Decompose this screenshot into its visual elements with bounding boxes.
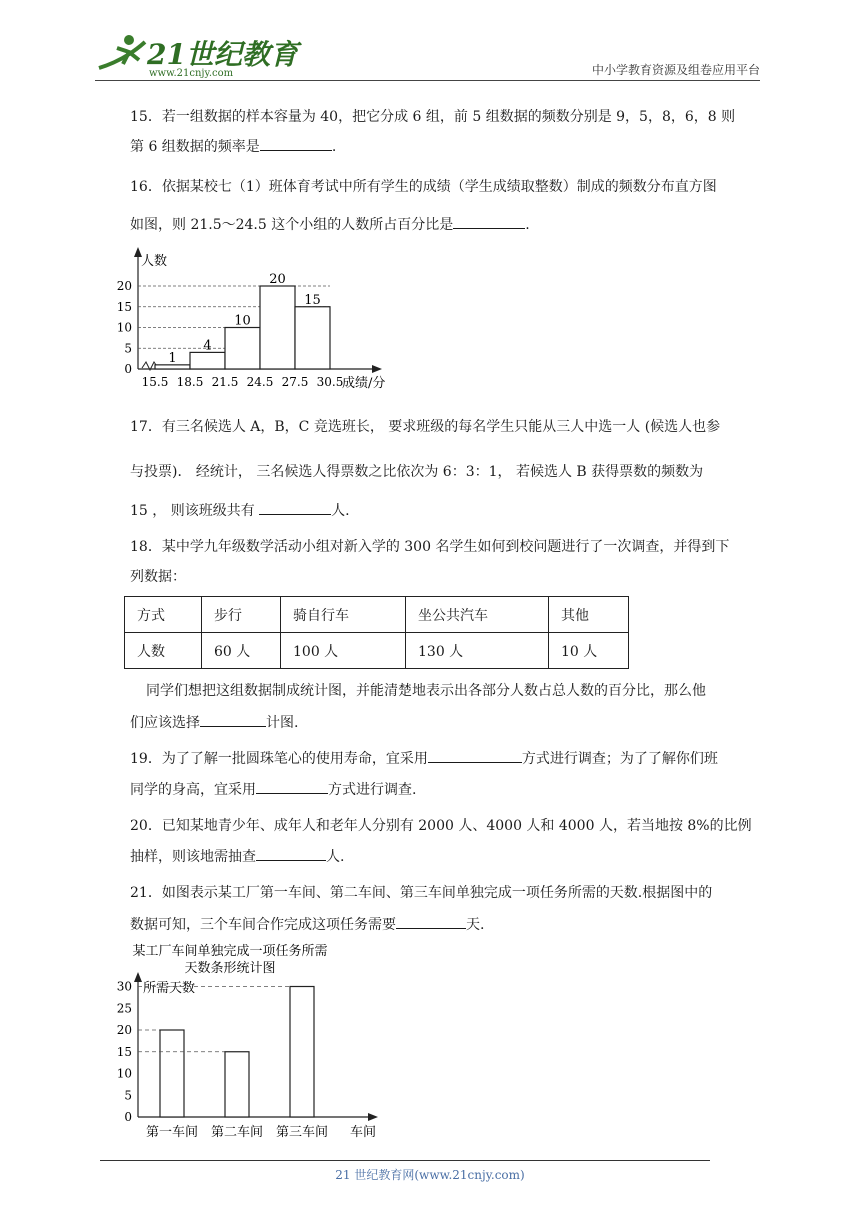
bar-value-label: 10 xyxy=(234,313,251,329)
x-axis-label: 成绩/分 xyxy=(342,376,386,391)
answer-blank[interactable] xyxy=(396,914,466,929)
bar xyxy=(160,1030,184,1117)
answer-blank[interactable] xyxy=(200,712,266,727)
bar xyxy=(290,987,314,1118)
table-row xyxy=(125,597,629,633)
platform-name: 中小学教育资源及组卷应用平台 xyxy=(591,63,760,77)
site-logo xyxy=(95,30,355,80)
q21-text: 数据可知，三个车间合作完成这项任务需要 xyxy=(130,917,396,933)
header-divider xyxy=(95,80,760,81)
y-tick-label: 15 xyxy=(116,299,132,314)
y-tick-label: 5 xyxy=(124,1088,132,1103)
table-cell: 10 人 xyxy=(549,633,629,669)
table-cell: 其他 xyxy=(549,597,629,633)
q19-text: 同学的身高，宜采用 xyxy=(130,782,256,798)
footer-divider xyxy=(100,1160,710,1161)
y-tick-label: 0 xyxy=(124,1110,132,1124)
histogram-bar xyxy=(260,286,295,369)
table-cell: 方式 xyxy=(125,597,202,633)
answer-blank[interactable] xyxy=(260,136,332,151)
logo-text: 21世纪教育 xyxy=(147,38,298,71)
x-tick-label: 15.5 xyxy=(141,375,169,389)
q20-line1: 20．已知某地青少年、成年人和老年人分别有 2000 人、4000 人和 4000 人，若当地按 8%的比例 xyxy=(130,818,752,834)
q21-line2 xyxy=(130,914,765,934)
q18-line4 xyxy=(130,712,765,732)
table-row xyxy=(125,633,629,669)
q21-text-end: 天. xyxy=(466,917,485,933)
q17-text: 15 ， 则该班级共有 xyxy=(130,503,260,519)
y-axis-arrow xyxy=(134,972,142,982)
histogram-chart xyxy=(110,245,410,395)
y-tick-label: 10 xyxy=(116,1066,132,1081)
x-tick-label: 30.5 xyxy=(316,375,344,389)
x-axis-arrow xyxy=(368,1113,378,1121)
q18-line3: 同学们想把这组数据制成统计图，并能清楚地表示出各部分人数占总人数的百分比，那么他 xyxy=(146,683,706,699)
bar xyxy=(225,1052,249,1117)
q16-text: 如图，则 21.5～24.5 这个小组的人数所占百分比是 xyxy=(130,217,454,233)
survey-table xyxy=(124,596,629,669)
q20-text: 抽样，则该地需抽查 xyxy=(130,849,256,865)
y-tick-label: 15 xyxy=(116,1044,132,1059)
bar-value-label: 15 xyxy=(304,292,321,308)
q17-text-end: 人. xyxy=(331,503,350,519)
q15-text: 第 6 组数据的频率是 xyxy=(130,139,260,155)
q17-line1: 17．有三名候选人 A，B，C 竞选班长， 要求班级的每名学生只能从三人中选一人 (候选人也参 xyxy=(130,419,721,435)
y-tick-label: 10 xyxy=(116,320,132,335)
x-axis-label: 车间 xyxy=(350,1125,377,1140)
answer-blank[interactable] xyxy=(428,748,522,763)
q19-text-mid: 方式进行调查；为了了解你们班 xyxy=(521,751,718,767)
y-tick-label: 30 xyxy=(116,979,132,994)
x-tick-label: 21.5 xyxy=(211,375,239,389)
histogram-bar xyxy=(295,307,330,369)
x-tick-label: 第三车间 xyxy=(275,1125,329,1140)
q16-text-end: . xyxy=(525,217,530,233)
table-cell: 步行 xyxy=(202,597,281,633)
y-tick-label: 0 xyxy=(124,362,132,376)
x-tick-label: 第一车间 xyxy=(145,1125,199,1140)
chart-title-line1: 某工厂车间单独完成一项任务所需 xyxy=(132,944,328,959)
table-cell: 坐公共汽车 xyxy=(406,597,549,633)
workshop-bar-chart xyxy=(110,940,390,1145)
q15-line1: 15．若一组数据的样本容量为 40，把它分成 6 组，前 5 组数据的频数分别是 9，5，8，6，8 则 xyxy=(130,109,736,125)
q20-line2 xyxy=(130,846,765,866)
answer-blank[interactable] xyxy=(259,500,331,515)
table-cell: 骑自行车 xyxy=(281,597,406,633)
q19-line1 xyxy=(130,748,765,768)
bar-value-label: 20 xyxy=(269,272,286,287)
q19-text: 19．为了了解一批圆珠笔心的使用寿命，宜采用 xyxy=(130,751,428,767)
footer-text: 21 世纪教育网(www.21cnjy.com) xyxy=(335,1168,525,1182)
q17-line2: 与投票)． 经统计， 三名候选人得票数之比依次为 6：3：1， 若候选人 B 获得票数的频数为 xyxy=(130,464,704,480)
bar-value-label: 4 xyxy=(203,338,212,354)
table-cell: 130 人 xyxy=(406,633,549,669)
q18-text: 们应该选择 xyxy=(130,715,200,731)
y-tick-label: 25 xyxy=(116,1001,132,1016)
x-tick-label: 第二车间 xyxy=(210,1125,264,1140)
x-tick-label: 18.5 xyxy=(176,375,204,389)
q20-text-end: 人. xyxy=(326,849,345,865)
x-axis-arrow xyxy=(372,365,382,373)
table-cell: 人数 xyxy=(125,633,202,669)
y-tick-label: 20 xyxy=(116,279,132,293)
q17-line3 xyxy=(130,500,765,520)
y-axis-label: 人数 xyxy=(141,254,168,269)
q16-line2 xyxy=(130,214,765,234)
q18-text-end: 计图. xyxy=(266,715,299,731)
q19-line2 xyxy=(130,779,765,799)
x-tick-label: 27.5 xyxy=(281,375,309,389)
q18-line1: 18．某中学九年级数学活动小组对新入学的 300 名学生如何到校问题进行了一次调查，并得到下 xyxy=(130,539,730,555)
histogram-bar xyxy=(190,352,225,369)
q18-line2: 列数据： xyxy=(130,569,186,585)
q15-text-end: . xyxy=(331,139,337,155)
table-cell: 60 人 xyxy=(202,633,281,669)
chart-title-line2: 天数条形统计图 xyxy=(184,961,276,976)
y-tick-label: 5 xyxy=(124,341,132,356)
answer-blank[interactable] xyxy=(256,779,328,794)
page-header xyxy=(95,30,760,80)
q16-line1: 16．依据某校七（1）班体育考试中所有学生的成绩（学生成绩取整数）制成的频数分布直方图 xyxy=(130,179,717,195)
bar-value-label: 1 xyxy=(168,350,177,366)
answer-blank[interactable] xyxy=(453,214,525,229)
q19-text-end: 方式进行调查. xyxy=(328,782,417,798)
logo-url: www.21cnjy.com xyxy=(149,68,234,79)
histogram-bar xyxy=(225,328,260,370)
y-axis-label: 所需天数 xyxy=(143,981,196,996)
table-cell: 100 人 xyxy=(281,633,406,669)
q21-line1: 21．如图表示某工厂第一车间、第二车间、第三车间单独完成一项任务所需的天数.根据图中的 xyxy=(130,885,713,901)
answer-blank[interactable] xyxy=(256,846,326,861)
q15-line2 xyxy=(130,136,765,156)
y-tick-label: 20 xyxy=(116,1023,132,1037)
x-tick-label: 24.5 xyxy=(246,375,274,389)
